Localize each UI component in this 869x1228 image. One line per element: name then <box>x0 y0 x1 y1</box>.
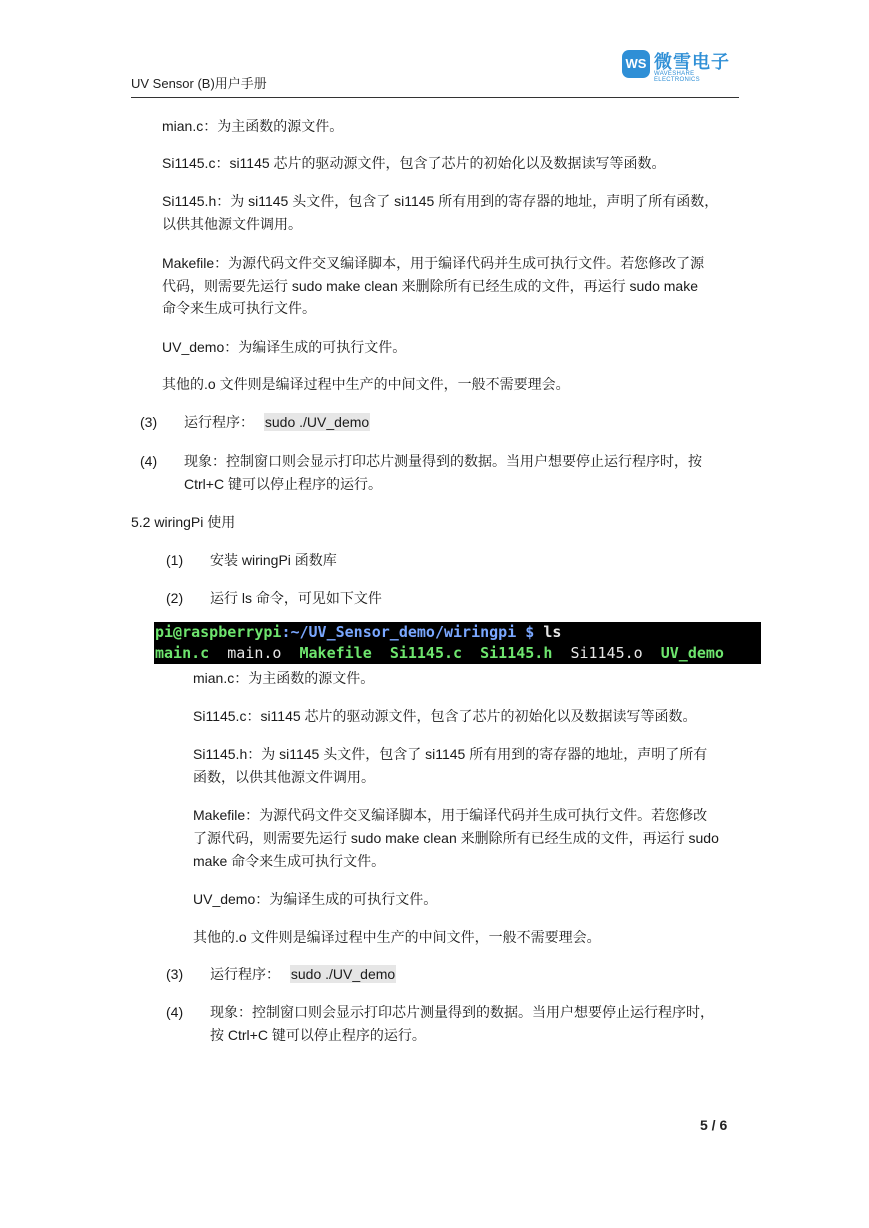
file-entry: UV_demo <box>660 644 724 662</box>
step-number: (3) <box>166 966 184 982</box>
desc-makefile-cont1: 代码，则需要先运行 sudo make clean 来删除所有已经生成的文件，再运行 sudo make <box>162 278 698 294</box>
desc-main-c: mian.c：为主函数的源文件。 <box>162 118 344 134</box>
page-header-title: UV Sensor (B)用户手册 <box>131 76 267 91</box>
prompt-user: pi@raspberrypi <box>155 623 282 641</box>
section-heading-wiringpi: 5.2 wiringPi 使用 <box>131 514 236 530</box>
prompt-path: :~/UV_Sensor_demo/wiringpi $ <box>281 623 535 641</box>
step-phenomenon-cont: Ctrl+C 键可以停止程序的运行。 <box>184 476 382 492</box>
step-run-label: 运行程序： <box>184 414 254 430</box>
desc-makefile-cont1: 了源代码，则需要先运行 sudo make clean 来删除所有已经生成的文件，再运行 sudo <box>193 830 719 846</box>
file-entry: Si1145.h <box>480 644 553 662</box>
file-entry: Makefile <box>299 644 372 662</box>
desc-si1145-h-cont: 以供其他源文件调用。 <box>162 216 302 232</box>
file-entry: Si1145.o <box>570 644 643 662</box>
desc-uv-demo: UV_demo：为编译生成的可执行文件。 <box>162 339 407 355</box>
file-entry: Si1145.c <box>389 644 463 662</box>
step-number: (3) <box>140 414 158 430</box>
step-run-label: 运行程序： <box>210 966 280 982</box>
desc-si1145-h: Si1145.h：为 si1145 头文件，包含了 si1145 所有用到的寄存器的地址，声明了所有 <box>193 746 708 762</box>
step-run-program <box>210 963 396 986</box>
step-number: (4) <box>166 1004 184 1020</box>
step-number: (2) <box>166 590 184 606</box>
file-entry: main.o <box>227 644 282 662</box>
terminal-prompt-line <box>155 622 561 643</box>
desc-o-files: 其他的.o 文件则是编译过程中生产的中间文件，一般不需要理会。 <box>162 376 570 392</box>
logo-badge-icon: WS <box>622 50 650 78</box>
desc-makefile: Makefile：为源代码文件交叉编译脚本，用于编译代码并生成可执行文件。若您修改了源 <box>162 255 705 271</box>
step-number: (4) <box>140 453 158 469</box>
page-number: 5 / 6 <box>700 1117 728 1133</box>
file-entry: main.c <box>155 644 210 662</box>
desc-uv-demo: UV_demo：为编译生成的可执行文件。 <box>193 891 438 907</box>
terminal-file-list <box>155 643 724 664</box>
desc-main-c: mian.c：为主函数的源文件。 <box>193 670 375 686</box>
header-divider <box>131 97 739 98</box>
step-run-ls: 运行 ls 命令，可见如下文件 <box>210 590 382 606</box>
logo-english-text: WAVESHARE ELECTRONICS <box>654 71 700 83</box>
desc-o-files: 其他的.o 文件则是编译过程中生产的中间文件，一般不需要理会。 <box>193 929 601 945</box>
waveshare-logo <box>622 48 742 84</box>
desc-makefile-cont2: 命令来生成可执行文件。 <box>162 300 316 316</box>
desc-makefile: Makefile：为源代码文件交叉编译脚本，用于编译代码并生成可执行文件。若您修改 <box>193 807 708 823</box>
step-phenomenon: 现象：控制窗口则会显示打印芯片测量得到的数据。当用户想要停止运行程序时，按 <box>184 453 702 469</box>
desc-si1145-c: Si1145.c：si1145 芯片的驱动源文件，包含了芯片的初始化以及数据读写等函数。 <box>193 708 697 724</box>
desc-si1145-c: Si1145.c：si1145 芯片的驱动源文件，包含了芯片的初始化以及数据读写等函数。 <box>162 155 666 171</box>
step-install-wiringpi: 安装 wiringPi 函数库 <box>210 552 337 568</box>
desc-si1145-h: Si1145.h：为 si1145 头文件，包含了 si1145 所有用到的寄存器的地址，声明了所有函数， <box>162 193 719 209</box>
prompt-command: ls <box>534 623 562 641</box>
logo-chinese-text: 微雪电子 <box>654 52 730 72</box>
terminal-output <box>154 622 761 664</box>
run-command: sudo ./UV_demo <box>290 966 396 982</box>
desc-si1145-h-cont: 函数，以供其他源文件调用。 <box>193 769 375 785</box>
step-run-program <box>184 411 370 434</box>
step-number: (1) <box>166 552 184 568</box>
step-phenomenon-cont: 按 Ctrl+C 键可以停止程序的运行。 <box>210 1027 426 1043</box>
desc-makefile-cont2: make 命令来生成可执行文件。 <box>193 853 386 869</box>
run-command: sudo ./UV_demo <box>264 414 370 430</box>
step-phenomenon: 现象：控制窗口则会显示打印芯片测量得到的数据。当用户想要停止运行程序时， <box>210 1004 714 1020</box>
